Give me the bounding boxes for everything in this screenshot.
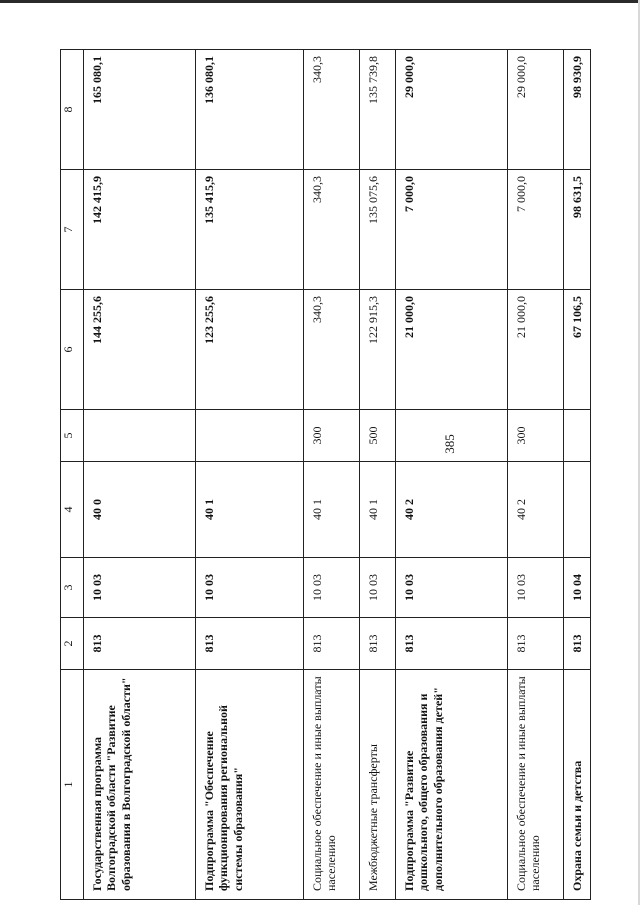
cell-section-code: 10 03 [360, 558, 396, 618]
column-header-5: 5 [61, 410, 84, 462]
cell-amount-year-2: 98 631,5 [564, 170, 591, 290]
page-number: 385 [442, 434, 457, 454]
cell-amount-year-1: 21 000,0 [396, 290, 508, 410]
cell-ministry-code: 813 [196, 618, 304, 670]
cell-target-article [564, 462, 591, 558]
column-header-1: 1 [61, 670, 84, 900]
cell-amount-year-3: 29 000,0 [508, 50, 564, 170]
cell-target-article: 40 0 [84, 462, 196, 558]
column-header-4: 4 [61, 462, 84, 558]
cell-amount-year-1: 144 255,6 [84, 290, 196, 410]
scan-edge-top [0, 0, 640, 3]
row-name: Подпрограмма "Обеспечение функционирования региональной системы образования" [196, 670, 304, 900]
table-row [196, 50, 304, 900]
cell-amount-year-1: 67 106,5 [564, 290, 591, 410]
cell-target-article: 40 1 [304, 462, 360, 558]
table-row [396, 50, 508, 900]
cell-expense-type [396, 410, 508, 462]
table-row [360, 50, 396, 900]
table-row [564, 50, 591, 900]
cell-amount-year-1: 21 000,0 [508, 290, 564, 410]
cell-target-article: 40 2 [396, 462, 508, 558]
cell-amount-year-3: 165 080,1 [84, 50, 196, 170]
column-header-7: 7 [61, 170, 84, 290]
cell-target-article: 40 1 [196, 462, 304, 558]
cell-ministry-code: 813 [564, 618, 591, 670]
cell-section-code: 10 03 [396, 558, 508, 618]
column-header-3: 3 [61, 558, 84, 618]
cell-expense-type [84, 410, 196, 462]
cell-ministry-code: 813 [84, 618, 196, 670]
cell-ministry-code: 813 [396, 618, 508, 670]
column-header-2: 2 [61, 618, 84, 670]
cell-amount-year-2: 135 075,6 [360, 170, 396, 290]
cell-section-code: 10 03 [84, 558, 196, 618]
column-header-8: 8 [61, 50, 84, 170]
cell-amount-year-1: 122 915,3 [360, 290, 396, 410]
rotated-page-content [60, 50, 590, 900]
cell-section-code: 10 03 [196, 558, 304, 618]
cell-expense-type: 300 [508, 410, 564, 462]
cell-amount-year-3: 340,3 [304, 50, 360, 170]
row-name: Охрана семьи и детства [564, 670, 591, 900]
cell-ministry-code: 813 [304, 618, 360, 670]
cell-amount-year-2: 142 415,9 [84, 170, 196, 290]
cell-amount-year-1: 123 255,6 [196, 290, 304, 410]
row-name: Государственная программа Волгоградской области "Развитие образования в Волгоградской области" [84, 670, 196, 900]
cell-amount-year-2: 340,3 [304, 170, 360, 290]
row-name: Социальное обеспечение и иные выплаты населению [508, 670, 564, 900]
cell-amount-year-1: 340,3 [304, 290, 360, 410]
cell-amount-year-3: 29 000,0 [396, 50, 508, 170]
cell-amount-year-3: 135 739,8 [360, 50, 396, 170]
cell-expense-type [196, 410, 304, 462]
cell-section-code: 10 03 [304, 558, 360, 618]
cell-expense-type: 300 [304, 410, 360, 462]
budget-table [60, 49, 591, 900]
cell-target-article: 40 2 [508, 462, 564, 558]
table-row [508, 50, 564, 900]
table-row [84, 50, 196, 900]
cell-target-article: 40 1 [360, 462, 396, 558]
row-name: Межбюджетные трансферты [360, 670, 396, 900]
table-row [304, 50, 360, 900]
cell-expense-type [564, 410, 591, 462]
cell-ministry-code: 813 [360, 618, 396, 670]
cell-ministry-code: 813 [508, 618, 564, 670]
cell-section-code: 10 04 [564, 558, 591, 618]
column-header-6: 6 [61, 290, 84, 410]
cell-amount-year-2: 7 000,0 [508, 170, 564, 290]
row-name: Подпрограмма "Развитие дошкольного, общего образования и дополнительного образования детей" [396, 670, 508, 900]
cell-amount-year-2: 135 415,9 [196, 170, 304, 290]
row-name: Социальное обеспечение и иные выплаты населению [304, 670, 360, 900]
cell-section-code: 10 03 [508, 558, 564, 618]
cell-amount-year-2: 7 000,0 [396, 170, 508, 290]
cell-expense-type: 500 [360, 410, 396, 462]
cell-amount-year-3: 136 080,1 [196, 50, 304, 170]
header-row [61, 50, 84, 900]
cell-amount-year-3: 98 930,9 [564, 50, 591, 170]
